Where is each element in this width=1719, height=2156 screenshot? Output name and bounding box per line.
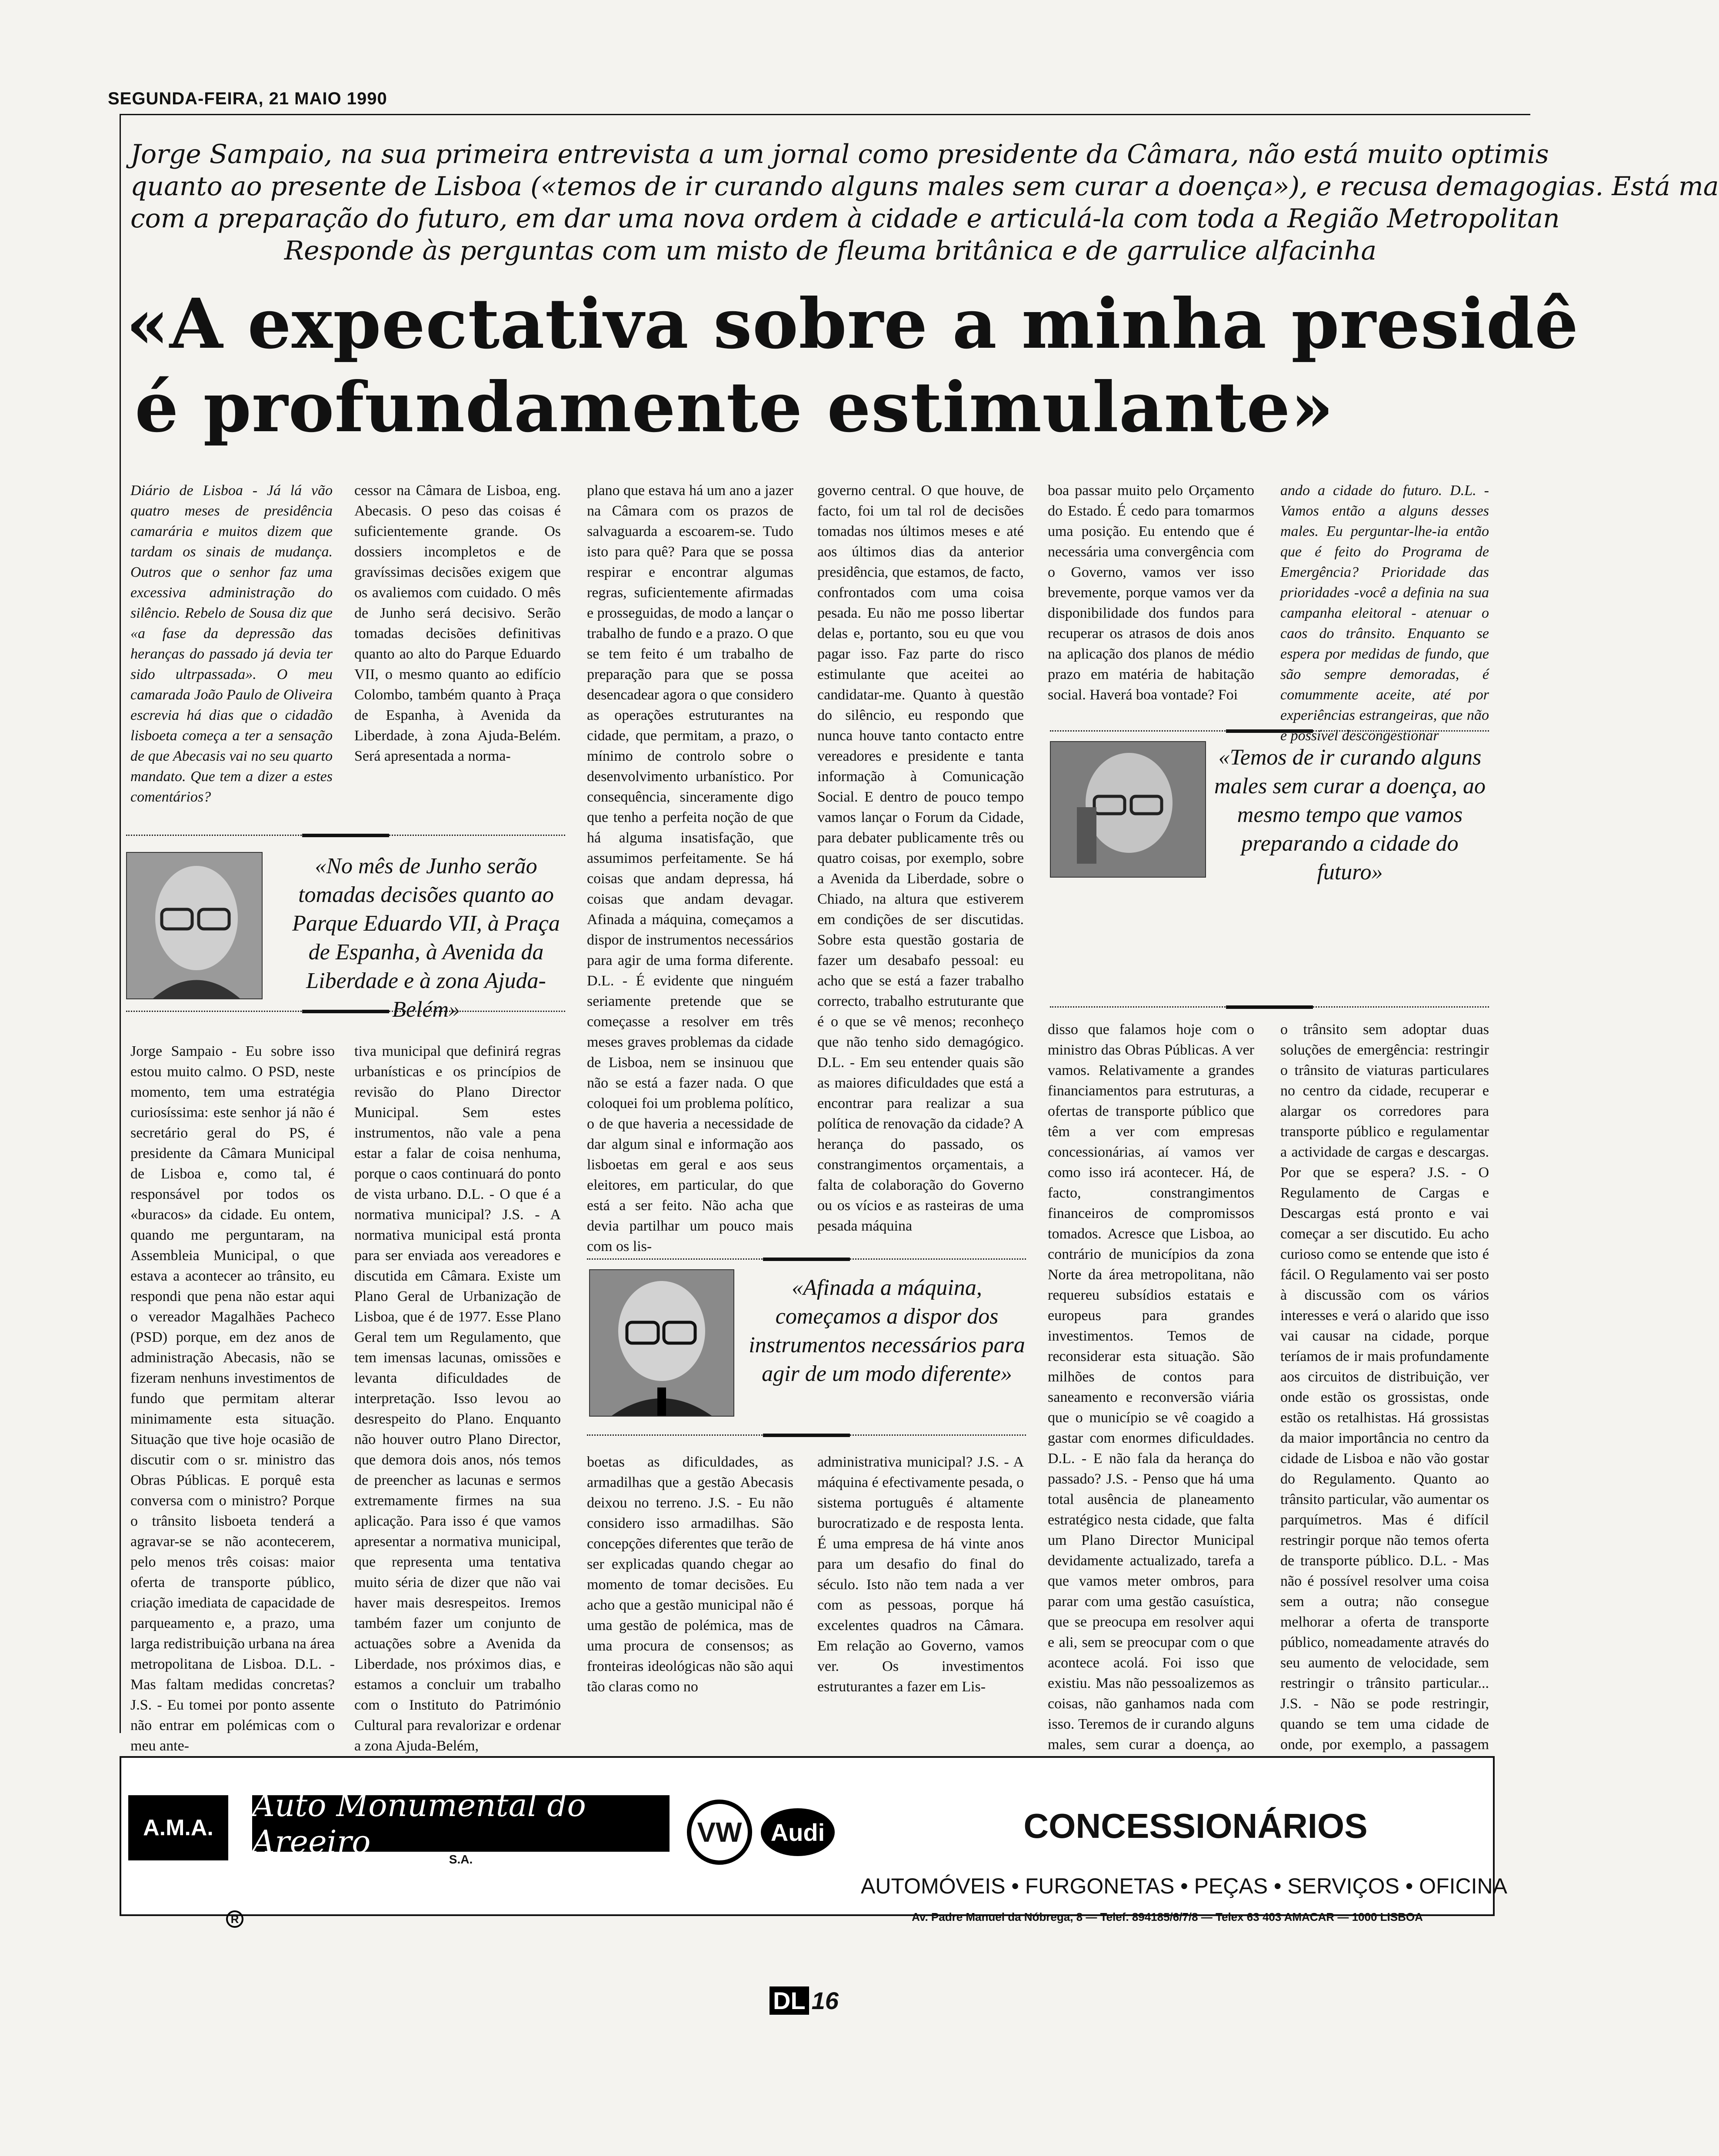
article-column [130, 480, 333, 806]
article-deck [130, 138, 1719, 267]
dealer-logo: Auto Monumental do Areeiro [252, 1795, 670, 1852]
headline [126, 283, 1579, 449]
deck-line: Jorge Sampaio, na sua primeira entrevista a um jornal como presidente da Câmara, não está muito optimis [130, 139, 1549, 170]
column-text: governo central. O que houve, de facto, foi um tal rol de decisões tomadas nos últimos meses e até aos últimos dias da anterior presidência, que estamos, de facto, confrontados com uma coisa pesada. Eu não me posso libertar delas e, portanto, sou eu que vou pagar isso. Faz parte do risco estimulante que aceitei ao candidatar-me. Quanto à questão do silêncio, eu respondo que nunca houve tanto contacto entre vereadores e presidente e tanta informação à Comunicação Social. E dentro de pouco tempo vamos lançar o Forum da Cidade, para debater publicamente três ou quatro coisas, por exemplo, sobre a Avenida da Liberdade, sobre o Chiado, na altura que estiverem em condições de ser discutidas. Sobre esta questão gostaria de fazer um desabafo pessoal: eu acho que se está a fazer trabalho correcto, trabalho estruturante que é o que se vê menos; reconheço que não tenho sido demagógico. D.L. - Em seu entender quais são as maiores dificuldades que está a encontrar para realizar a sua política de renovação da cidade? A herança do passado, os constrangimentos orçamentais, a falta de colaboração do Governo ou os vícios e as rasteiras de uma pesada máquina [817, 482, 1024, 1234]
column-text: boetas as dificuldades, as armadilhas que a gestão Abecasis deixou no terreno. J.S. - Eu não considero isso armadilhas. São concepções diferentes que terão de ser explicadas quando chegar ao momento de tomar decisões. Eu acho que a gestão municipal não é uma gestão de polémica, mas de uma procura de consensos; as fronteiras ideológicas não são aqui tão claras como no [587, 1454, 793, 1695]
ad-address: Av. Padre Manuel da Nóbrega, 8 — Telef. 894185/6/7/8 — Telex 63 403 AMACAR — 1000 LISBOA [912, 1910, 1423, 1923]
pull-quote-rule [126, 835, 565, 836]
pull-quote-rule [587, 1434, 1026, 1436]
frame-left-rule [120, 114, 121, 1733]
audi-logo-icon: Audi [761, 1808, 835, 1856]
article-column [587, 480, 793, 1254]
article-column [587, 1452, 793, 1739]
pull-quote-rule [1050, 1006, 1489, 1008]
page-number: 16 [811, 1987, 839, 2014]
portrait-photo [589, 1269, 734, 1417]
pull-quote-rule [587, 1258, 1026, 1260]
article-column [817, 480, 1024, 1245]
pull-quote: «No mês de Junho serão tomadas decisões quanto ao Parque Eduardo VII, à Praça de Espanha, à Avenida da Liberdade e à zona Ajuda-Belém» [292, 854, 560, 1022]
registered-icon: R [226, 1910, 243, 1928]
column-text: disso que falamos hoje com o ministro das Obras Públicas. A ver vamos. Relativamente a grandes financiamentos para estruturas, a ofertas de transporte público que têm a ver com empresas concessionárias, aí vamos ver como isso irá acontecer. Há, de facto, constrangimentos financeiros de compromissos tomados. Acresce que Lisboa, ao contrário de municípios da zona Norte da área metropolitana, não requereu subsídios estatais e europeus para grandes investimentos. Temos de reconsiderar esta situação. São milhões de contos para saneamento e reconversão viária que o município se vê coagido a gastar com enormes dificuldades. D.L. - E não fala da herança do passado? J.S. - Penso que há uma total ausência de planeamento estratégico nesta cidade, que falta um Plano Director Municipal devidamente actualizado, tarefa a que vamos meter ombros, para parar com uma gestão casuística, que se preocupa em resolver aqui e ali, sem se preocupar com o que acontece acolá. Foi isso que existiu. Mas não pessoalizemos as coisas, não ganhamos nada com isso. Teremos de ir curando alguns males, sem curar a doença, ao [1048, 1021, 1254, 1753]
deck-line: quanto ao presente de Lisboa («temos de ir curando alguns males sem curar a doença»), e recusa demagogias. Está ma [130, 171, 1719, 202]
portrait-icon [1051, 742, 1205, 877]
article-column [130, 1041, 335, 1754]
page-folio [770, 1986, 839, 2015]
column-text: administrativa municipal? J.S. - A máquina é efectivamente pesada, o sistema português é altamente burocratizado e de resposta lenta. É uma empresa de há vinte anos para um desafio do final do século. Isto não tem nada a ver com as pessoas, porque há excelentes quadros na Câmara. Em relação ao Governo, vamos ver. Os investimentos estruturantes a fazer em Lis- [817, 1454, 1024, 1695]
article-column [1048, 480, 1254, 717]
column-text: tiva municipal que definirá regras urbanísticas e os princípios de revisão do Plano Director Municipal. Sem estes instrumentos, não vale a pena estar a falar de coisa nenhuma, porque o caos continuará do ponto de vista urbano. D.L. - O que é a normativa municipal? J.S. - A normativa municipal está pronta para ser enviada aos vereadores e discutida em Câmara. Existe um Plano Geral de Urbanização de Lisboa, que é de 1977. Esse Plano Geral tem um Regulamento, que tem imensas lacunas, omissões e levanta dificuldades de interpretação. Isso levou ao desrespeito do Plano. Enquanto não houver outro Plano Director, que demora dois anos, nós temos de preencher as lacunas e sermos extremamente firmes na sua aplicação. Para isso é que vamos apresentar a normativa municipal, que representa uma tentativa muito séria de dizer que não vai haver mais desrespeitos. Iremos também fazer um conjunto de actuações sobre a Avenida da Liberdade, nos próximos dias, e estamos a concluir um trabalho com o Instituto do Património Cultural para revalorizar e ordenar a zona Ajuda-Belém, [354, 1043, 561, 1754]
portrait-icon [590, 1270, 733, 1416]
headline-line: «A expectativa sobre a minha presidê [126, 284, 1579, 364]
dl-logo: DL [770, 1986, 809, 2015]
column-text: ando a cidade do futuro. D.L. - Vamos então a alguns desses males. Eu perguntar-lhe-ia então que é feito do Programa de Emergência? Prioridade das prioridades -você a definia na sua campanha eleitoral - atenuar o caos do trânsito. Enquanto se espera por medidas de fundo, que são sempre demoradas, é comummente aceite, até por experiências estrangeiras, que não é possível descongestionar [1280, 482, 1489, 744]
article-column [1280, 480, 1489, 780]
headline-line: é profundamente estimulante» [135, 367, 1334, 448]
column-text: Jorge Sampaio - Eu sobre isso estou muito calmo. O PSD, neste momento, tem uma estratégia curiosíssima: este senhor já não é secretário geral do PS, é presidente da Câmara Municipal de Lisboa e, como tal, é responsável por todos os «buracos» da cidade. Eu ontem, quando me perguntaram, na Assembleia Municipal, o que estava a acontecer ao trânsito, eu respondi que pena não estar aqui o vereador Magalhães Pacheco (PSD) porque, em dez anos de administração Abecasis, não se fizeram nenhuns investimentos de fundo que permitam alterar minimamente esta situação. Situação que tive hoje ocasião de discutir com o sr. ministro das Obras Públicas. E porquê esta conversa com o ministro? Porque o trânsito lisboeta tenderá a agravar-se se não acontecerem, pelo menos três coisas: maior oferta de transporte público, criação imediata de capacidade de parqueamento e, a prazo, uma larga redistribuição urbana na área metropolitana de Lisboa. D.L. - Mas faltam medidas concretas? J.S. - Eu tomei por ponto assente não entrar em polémicas com o meu ante- [130, 1043, 335, 1754]
portrait-photo [1050, 741, 1206, 878]
article-column [1048, 1019, 1254, 1753]
article-column [354, 480, 561, 806]
deck-line: com a preparação do futuro, em dar uma nova ordem à cidade e articulá-la com toda a Região Metropolitan [130, 203, 1560, 234]
pull-quote: «Temos de ir curando alguns males sem curar a doença, ao mesmo tempo que vamos preparando a cidade do futuro» [1214, 745, 1486, 885]
dealer-suffix: S.A. [449, 1853, 473, 1866]
ama-logo: A.M.A. [128, 1795, 228, 1860]
article-column [354, 1041, 561, 1754]
portrait-photo [126, 852, 263, 999]
article-column [1280, 1019, 1489, 1753]
pull-quote-rule [1050, 730, 1489, 732]
frame-top-rule [120, 114, 1530, 115]
pull-quote: «Afinada a máquina, começamos a dispor dos instrumentos necessários para agir de um modo diferente» [749, 1275, 1025, 1386]
article-column [817, 1452, 1024, 1739]
column-text: o trânsito sem adoptar duas soluções de emergência: restringir o trânsito de viaturas particulares no centro da cidade, recuperar e alargar os corredores para transporte público e regulamentar a actividade de cargas e descargas. Por que se espera? J.S. - O Regulamento de Cargas e Descargas está pronto e vai começar a ser discutido. Eu acho curioso como se entende que isto é fácil. O Regulamento vai ser posto à discussão com os vários interesses e verá o alarido que isso vai causar na cidade, porque teríamos de ir mais profundamente aos circuitos de distribuição, ver onde estão os grossistas, onde estão os retalhistas. Há grossistas da maior importância no centro da cidade de Lisboa e não vão gostar do Regulamento. Quanto ao trânsito particular, vão aumentar os parquímetros. Mas é difícil restringir porque não temos oferta de transporte público. D.L. - Mas não é possível resolver uma coisa sem a outra; não consegue melhorar a oferta de transporte público, nomeadamente através do seu aumento de velocidade, sem restringir o trânsito particular... J.S. - Não se pode restringir, quando se tem uma cidade de onde, por exemplo, a passagem [1280, 1021, 1489, 1753]
column-text: Diário de Lisboa - Já lá vão quatro meses de presidência camarária e muitos dizem que tardam os sinais de mudança. Outros que o senhor faz uma excessiva administração do silêncio. Rebelo de Sousa diz que «a fase da depressão das heranças do passado já devia ter sido ultrpassada». O meu camarada João Paulo de Oliveira escrevia há dias que o cidadão lisboeta começa a ter a sensação de que Abecasis vai no seu quarto mandato. Que tem a dizer a estes comentários? [130, 482, 333, 805]
column-text: boa passar muito pelo Orçamento do Estado. É cedo para tomarmos uma posição. Eu entendo que é necessária uma convergência com o Governo, vamos ver isso brevemente, porque vamos ver da disponibilidade dos fundos para recuperar os atrasos de dois anos na aplicação dos planos de médio prazo em matéria de habitação social. Haverá boa vontade? Foi [1048, 482, 1254, 703]
pull-quote-rule [126, 1011, 565, 1012]
column-text: cessor na Câmara de Lisboa, eng. Abecasis. O peso das coisas é suficientemente grande. Os dossiers incompletos e de gravíssimas decisões exigem que os avaliemos com cuidado. O mês de Junho será decisivo. Serão tomadas decisões definitivas quanto ao alto do Parque Eduardo VII, o mesmo quanto ao edifício Colombo, também quanto à Praça de Espanha, à Avenida da Liberdade, à zona Ajuda-Belém. Será apresentada a norma- [354, 482, 561, 764]
ad-services: AUTOMÓVEIS • FURGONETAS • PEÇAS • SERVIÇOS • OFICINA [861, 1874, 1507, 1898]
vw-logo-icon: VW [687, 1800, 752, 1865]
ad-headline: CONCESSIONÁRIOS [1023, 1807, 1368, 1845]
portrait-icon [127, 853, 262, 998]
column-text: plano que estava há um ano a jazer na Câmara com os prazos de salvaguarda a escoarem-se. Tudo isto para quê? Para que se possa respirar e encontrar algumas regras, suficientemente afirmadas e prosseguidas, de modo a lançar o trabalho de fundo e a prazo. O que se tem feito é um trabalho de preparação para que se possa desencadear agora o que considero as operações estruturantes na cidade, que permitam, a prazo, o mínimo de controlo sobre o desenvolvimento urbanístico. Por consequência, sinceramente digo que tenho a perfeita noção de que há alguma insatisfação, que assumimos perfeitamente. Se há coisas que andam depressa, há coisas que andam devagar. Afinada a máquina, começamos a dispor de instrumentos necessários para agir de uma forma diferente. D.L. - É evidente que ninguém seriamente pretende que se começasse a resolver em três meses graves problemas da cidade de Lisboa, nem se insinuou que não se está a fazer nada. O que coloquei foi um problema político, o de que haveria a necessidade de dar algum sinal e informação aos lisboetas em geral e aos seus eleitores, em particular, do que está a ser feito. Não acha que devia partilhar um pouco mais com os lis- [587, 482, 793, 1254]
dateline: SEGUNDA-FEIRA, 21 MAIO 1990 [108, 89, 387, 108]
deck-line: Responde às perguntas com um misto de fleuma britânica e de garrulice alfacinha [284, 236, 1377, 266]
